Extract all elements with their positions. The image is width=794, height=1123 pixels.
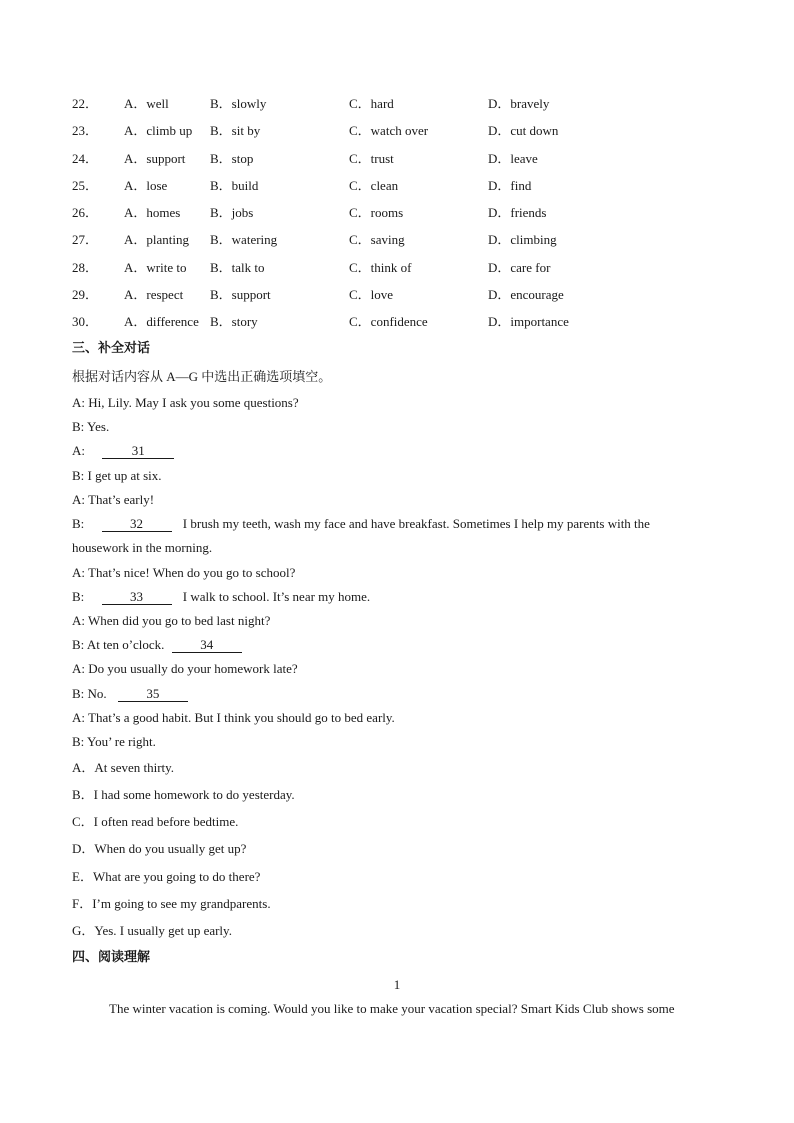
option-d: D．leave [488, 150, 538, 166]
option-c: C．confidence [349, 314, 428, 330]
dialogue-text: B: At ten o’clock. [72, 637, 165, 652]
choice-d: D．When do you usually get up? [72, 841, 247, 856]
dialogue-line [72, 589, 370, 605]
option-a: A．well [124, 96, 169, 111]
question-number: 25． [72, 177, 99, 193]
option-b: B．talk to [210, 259, 265, 275]
dialogue-line: A: Hi, Lily. May I ask you some questions? [72, 395, 299, 410]
multiple-choice-options [72, 96, 732, 342]
option-row-28 [72, 260, 732, 287]
option-b: B．watering [210, 232, 278, 248]
option-row-27 [72, 232, 732, 259]
option-b: B．build [210, 177, 259, 193]
option-b: B．slowly [210, 96, 267, 111]
dialogue-text: B: No. [72, 686, 107, 701]
question-number: 28． [72, 259, 99, 275]
dialogue-line: B: You’ re right. [72, 734, 156, 749]
dialogue-line: A: That’s a good habit. But I think you should go to bed early. [72, 710, 395, 725]
option-b: B．story [210, 314, 258, 330]
dialogue-line: B: Yes. [72, 419, 110, 434]
choice-b: B．I had some homework to do yesterday. [72, 787, 295, 802]
dialogue-line: B: I get up at six. [72, 468, 162, 483]
dialogue-line: A: That’s early! [72, 492, 155, 507]
answer-blank-32: 32 [102, 517, 172, 532]
option-c: C．saving [349, 232, 405, 248]
option-c: C．trust [349, 150, 394, 166]
option-a: A．homes [124, 205, 181, 221]
speaker-label: B: [72, 589, 85, 604]
option-d: D．encourage [488, 287, 564, 303]
option-row-22 [72, 96, 732, 123]
speaker-label: A: [72, 443, 85, 458]
option-a: A．planting [124, 232, 189, 248]
option-c: C．love [349, 287, 394, 303]
dialogue-text: I brush my teeth, wash my face and have breakfast. Sometimes I help my parents with the [182, 516, 650, 531]
dialogue-text: I walk to school. It’s near my home. [182, 589, 371, 604]
choice-a: A．At seven thirty. [72, 760, 175, 775]
option-row-26 [72, 205, 732, 232]
choice-f: F．I’m going to see my grandparents. [72, 896, 271, 911]
dialogue-line-continued: housework in the morning. [72, 540, 213, 555]
option-d: D．cut down [488, 123, 559, 139]
option-row-25 [72, 178, 732, 205]
answer-blank-35: 35 [118, 687, 188, 702]
choice-e: E．What are you going to do there? [72, 869, 261, 884]
option-a: A．difference [124, 314, 199, 330]
question-number: 22． [72, 96, 99, 111]
option-d: D．importance [488, 314, 569, 330]
option-c: C．watch over [349, 123, 429, 139]
option-a: A．climb up [124, 123, 193, 139]
option-row-24 [72, 151, 732, 178]
option-row-23 [72, 123, 732, 150]
dialogue-line: A: When did you go to bed last night? [72, 613, 271, 628]
question-number: 27． [72, 232, 99, 248]
option-b: B．support [210, 287, 271, 303]
option-c: C．hard [349, 96, 394, 111]
option-row-30 [72, 314, 732, 341]
dialogue-line: A: That’s nice! When do you go to school? [72, 565, 296, 580]
option-c: C．clean [349, 177, 399, 193]
dialogue-line [72, 637, 242, 653]
option-b: B．stop [210, 150, 254, 166]
answer-blank-34: 34 [172, 638, 242, 653]
question-number: 29． [72, 287, 99, 303]
dialogue-line [72, 443, 174, 459]
option-c: C．rooms [349, 205, 404, 221]
option-a: A．write to [124, 259, 187, 275]
section-heading-reading: 四、阅读理解 [72, 950, 151, 965]
speaker-label: B: [72, 516, 85, 531]
option-row-29 [72, 287, 732, 314]
option-d: D．find [488, 177, 532, 193]
dialogue-line: A: Do you usually do your homework late? [72, 661, 298, 676]
question-number: 26． [72, 205, 99, 221]
answer-blank-31: 31 [102, 444, 174, 459]
option-a: A．support [124, 150, 186, 166]
choice-c: C．I often read before bedtime. [72, 814, 239, 829]
option-b: B．jobs [210, 205, 254, 221]
answer-blank-33: 33 [102, 590, 172, 605]
passage-first-line: The winter vacation is coming. Would you like to make your vacation special? Smart Kids Club shows some [109, 1001, 675, 1016]
dialogue-line [72, 516, 650, 532]
option-d: D．bravely [488, 96, 550, 111]
option-c: C．think of [349, 259, 412, 275]
option-d: D．climbing [488, 232, 557, 248]
option-d: D．friends [488, 205, 547, 221]
question-number: 24． [72, 150, 99, 166]
question-number: 30． [72, 314, 99, 330]
option-a: A．lose [124, 177, 168, 193]
option-d: D．care for [488, 259, 551, 275]
option-a: A．respect [124, 287, 184, 303]
choice-g: G．Yes. I usually get up early. [72, 923, 232, 938]
dialogue-line [72, 686, 188, 702]
question-number: 23． [72, 123, 99, 139]
passage-number: 1 [393, 977, 401, 992]
dialogue-instruction: 根据对话内容从 A—G 中选出正确选项填空。 [72, 369, 332, 384]
section-heading-dialogue: 三、补全对话 [72, 341, 151, 356]
option-b: B．sit by [210, 123, 261, 139]
